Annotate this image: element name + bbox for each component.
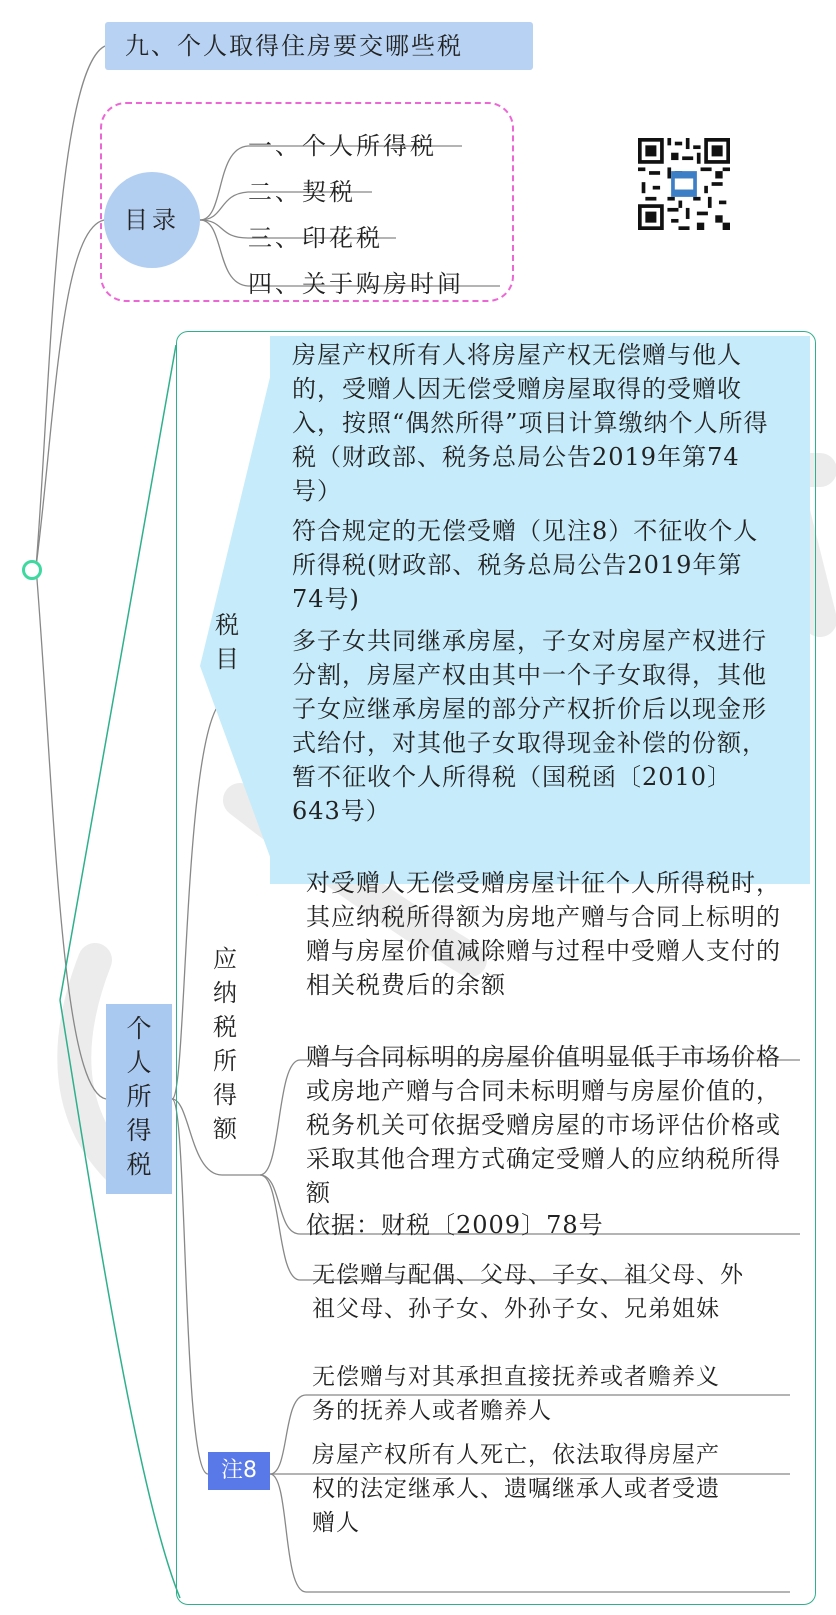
income-tax-node-label: 个人所得税 [126,1014,152,1179]
note-8-label[interactable]: 注8 [208,1452,270,1490]
toc-item-deed-tax[interactable]: 二、契税 [248,178,356,206]
taxable-income-basis: 依据：财税〔2009〕78号 [306,1211,604,1239]
taxable-income-text-2: 赠与合同标明的房屋价值明显低于市场价格或房地产赠与合同未标明赠与房屋价值的，税务机关可依据受赠房屋的市场评估价格或采取其他合理方式确定受赠人的应纳税所得额 [306,1043,781,1207]
page-title: 九、个人取得住房要交哪些税 [105,22,533,70]
tax-item-text-3: 多子女共同继承房屋，子女对房屋产权进行分割，房屋产权由其中一个子女取得，其他子女应继承房屋的部分产权折价后以现金形式给付，对其他子女取得现金补偿的份额，暂不征收个人所得税（国税函〔2010〕643号） [292,627,767,825]
income-tax-node[interactable] [106,1004,172,1194]
tax-item-text-2: 符合规定的无偿受赠（见注8）不征收个人所得税(财政部、税务总局公告2019年第74号) [292,517,759,613]
group-label-taxable-income[interactable]: 应纳税所得额 [213,945,237,1143]
group-label-tax-item[interactable]: 税目 [215,611,239,673]
note-8-text-1: 无偿赠与配偶、父母、子女、祖父母、外祖父母、孙子女、外孙子女、兄弟姐妹 [312,1262,744,1322]
qr-code-image [638,138,730,230]
note-8-text-2: 无偿赠与对其承担直接抚养或者赡养义务的抚养人或者赡养人 [312,1364,720,1424]
taxable-income-text-1: 对受赠人无偿受赠房屋计征个人所得税时，其应纳税所得额为房地产赠与合同上标明的赠与房屋价值减除赠与过程中受赠人支付的相关税费后的余额 [306,869,781,999]
toc-item-income-tax[interactable]: 一、个人所得税 [248,132,437,160]
root-node[interactable] [22,560,42,580]
toc-item-stamp-tax[interactable]: 三、印花税 [248,224,383,252]
toc-item-purchase-time[interactable]: 四、关于购房时间 [248,270,464,298]
tax-item-text-1: 房屋产权所有人将房屋产权无偿赠与他人的，受赠人因无偿受赠房屋取得的受赠收入，按照“偶然所得”项目计算缴纳个人所得税（财政部、税务总局公告2019年第74号） [292,341,769,505]
note-8-text-3: 房屋产权所有人死亡，依法取得房屋产权的法定继承人、遗嘱继承人或者受遗赠人 [312,1442,720,1536]
toc-node[interactable]: 目录 [104,172,200,268]
